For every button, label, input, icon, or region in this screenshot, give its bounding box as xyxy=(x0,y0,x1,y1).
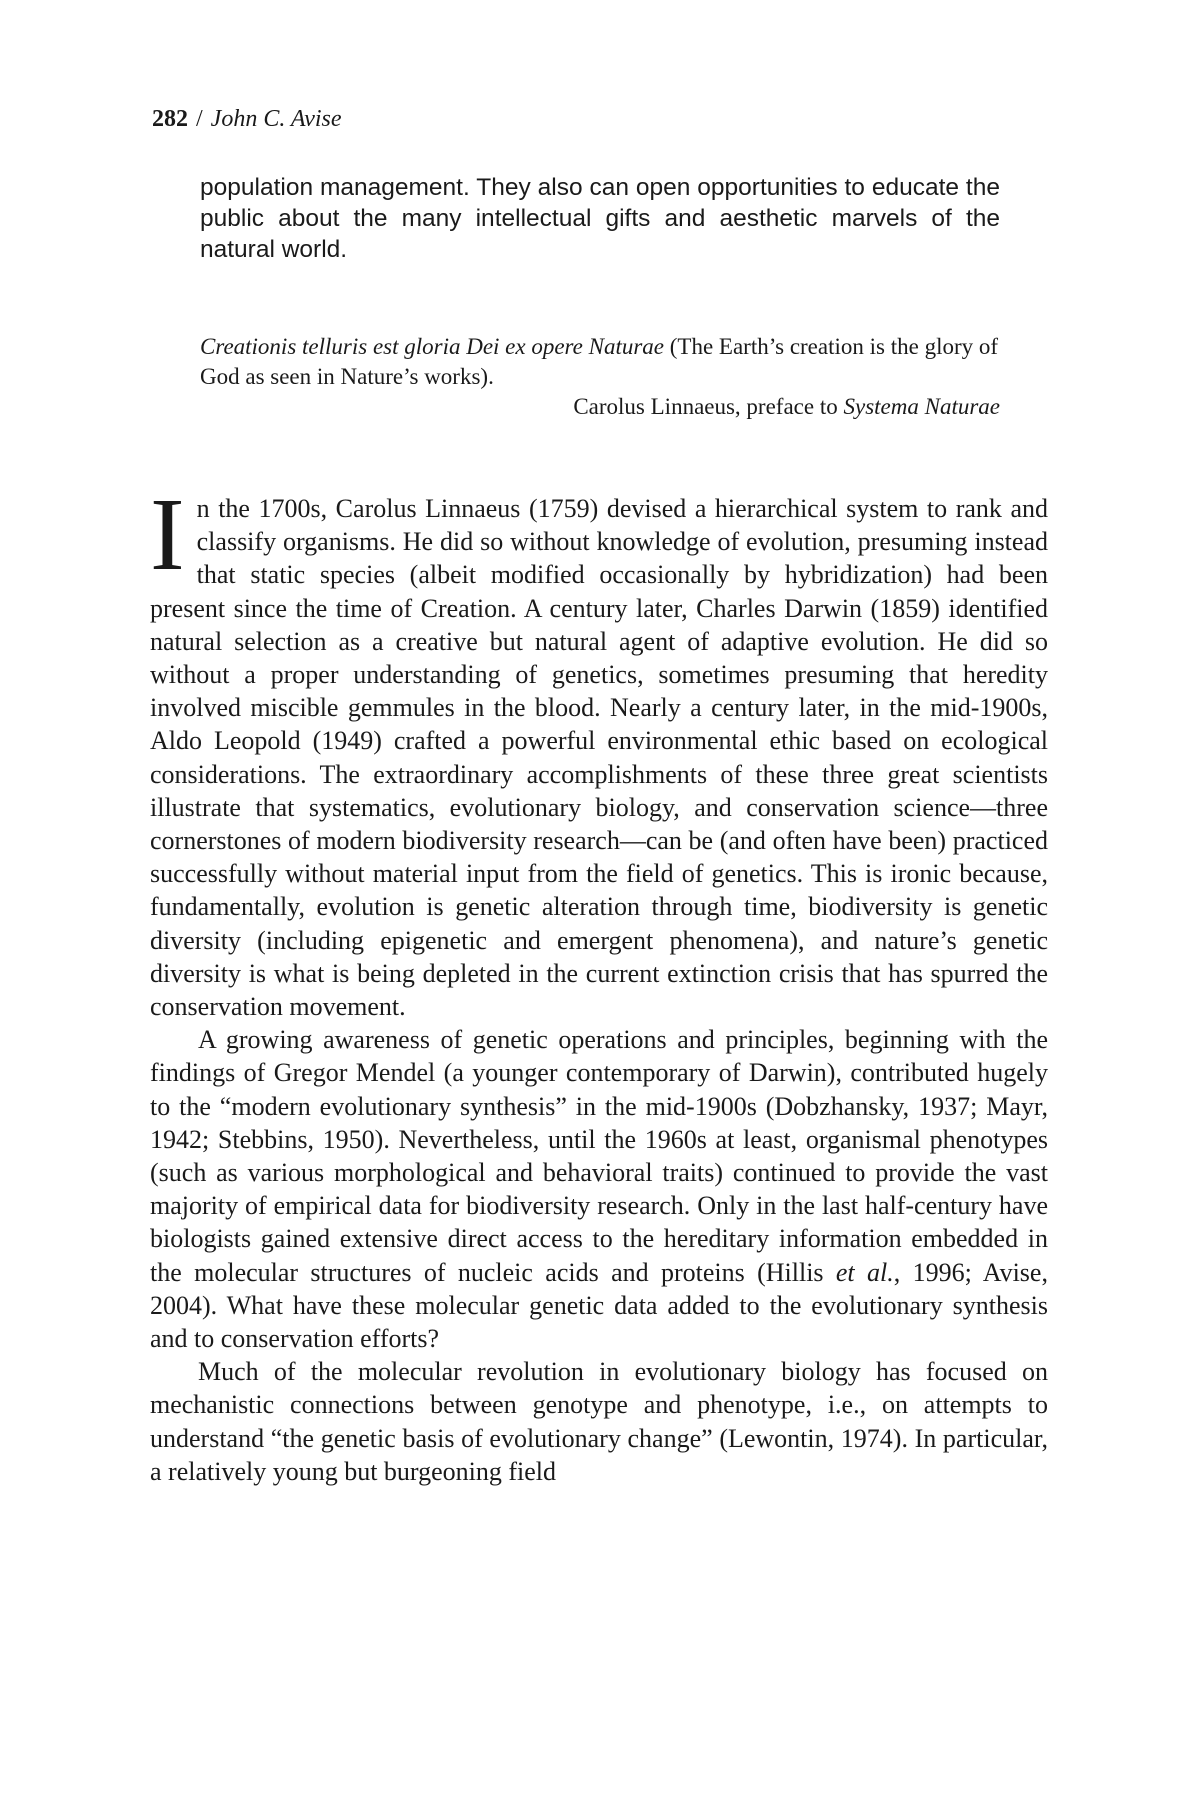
abstract-continuation: population management. They also can open opportunities to educate the public about the many intellectual gifts and aesthetic marvels of the natural world. xyxy=(200,174,1000,263)
epigraph-quote xyxy=(200,332,1000,392)
paragraph-2-italic: et al. xyxy=(835,1257,894,1287)
running-head-separator: / xyxy=(196,106,203,132)
paragraph-3: Much of the molecular revolution in evolutionary biology has focused on mechanistic connections between genotype and phenotype, i.e., on attempts to understand “the genetic basis of evolutionary change” (Lewontin, 1974). In particular, a relatively young but burgeoning field xyxy=(150,1357,1048,1486)
paragraph-2-text-b: , 1996; Avise, 2004). What have these molecular genetic data added to the evolutionary synthesis and to conservation efforts? xyxy=(150,1257,1048,1354)
running-head xyxy=(152,104,342,134)
epigraph-attribution-prefix: Carolus Linnaeus, preface to xyxy=(573,394,844,419)
epigraph-translation: (The Earth’s creation is the glory of God as seen in Nature’s works). xyxy=(200,334,999,389)
epigraph-latin: Creationis telluris est gloria Dei ex opere Naturae xyxy=(200,334,664,359)
running-head-author: John C. Avise xyxy=(210,106,342,132)
drop-cap: I xyxy=(150,477,185,592)
page-number: 282 xyxy=(152,106,188,132)
body-text xyxy=(150,477,1048,1488)
paragraph-2-text-a: A growing awareness of genetic operations and principles, beginning with the findings of Gregor Mendel (a younger contemporary of Darwin), contributed hugely to the “modern evolutionary synthesis” in the mid-1900s (Dobzhansky, 1937; Mayr, 1942; Stebbins, 1950). Nevertheless, until the 1960s at least, organismal phenotypes (such as various morphological and behavioral traits) continued to provide the vast majority of empirical data for biodiversity research. Only in the last half-century have biologists gained extensive direct access to the hereditary information embedded in the molecular structures of nucleic acids and proteins (Hillis xyxy=(150,1025,1048,1287)
epigraph-attribution xyxy=(200,392,1000,422)
paragraph-1 xyxy=(150,477,1048,1023)
paragraph-2 xyxy=(150,1023,1048,1355)
epigraph-attribution-work: Systema Naturae xyxy=(843,394,1000,419)
epigraph xyxy=(200,332,1000,422)
paragraph-1-text: n the 1700s, Carolus Linnaeus (1759) devised a hierarchical system to rank and classify organisms. He did so without knowledge of evolution, presuming instead that static species (albeit modified occasionally by hybridization) had been present since the time of Creation. A century later, Charles Darwin (1859) identified natural selection as a creative but natural agent of adaptive evolution. He did so without a proper understanding of genetics, sometimes presuming that heredity involved miscible gemmules in the blood. Nearly a century later, in the mid-1900s, Aldo Leopold (1949) crafted a powerful environmental ethic based on ecological considerations. The extraordinary accomplishments of these three great scientists illustrate that systematics, evolutionary biology, and conservation science—three cornerstones of modern biodiversity research—can be (and often have been) practiced successfully without material input from the field of genetics. This is ironic because, fundamentally, evolution is genetic alteration through time, biodiversity is genetic diversity (including epigenetic and emergent phenomena), and nature’s genetic diversity is what is being depleted in the current extinction crisis that has spurred the conservation movement. xyxy=(150,494,1048,1022)
